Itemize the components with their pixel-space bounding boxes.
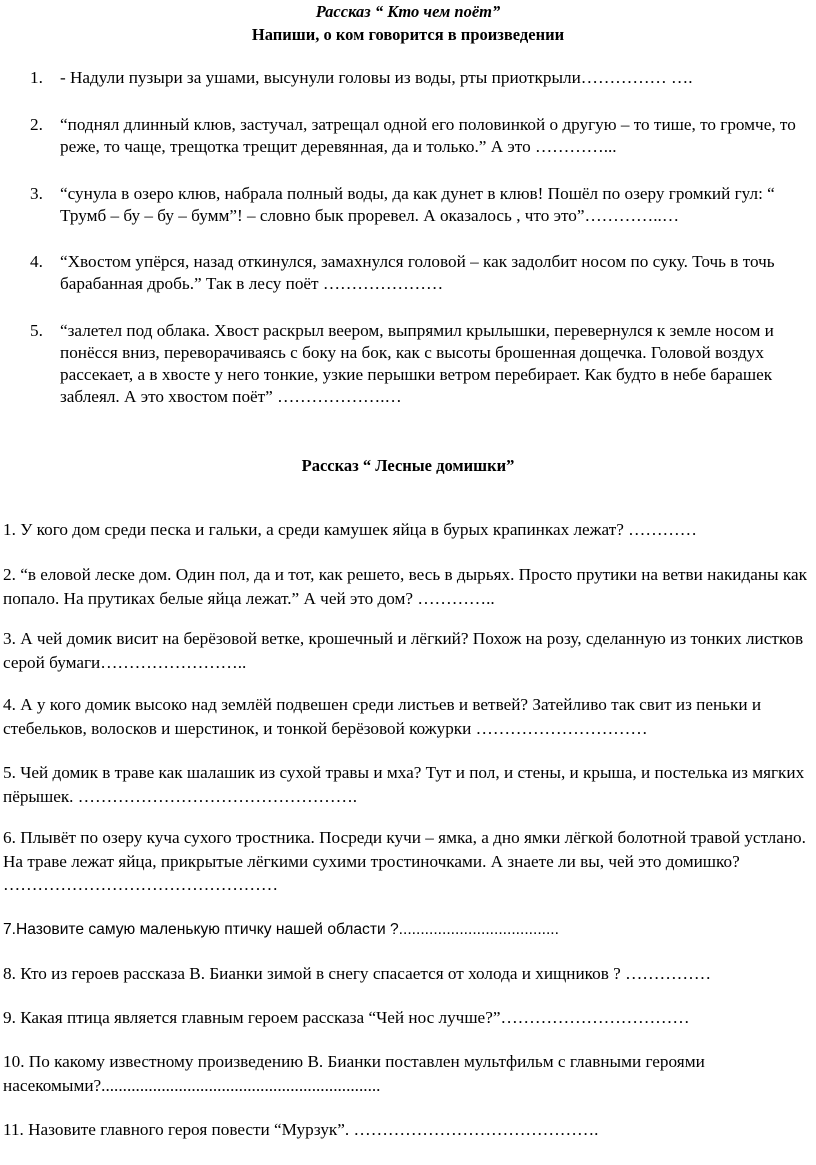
- item-text: - Надули пузыри за ушами, высунули головы из воды, рты приоткрыли…………… ….: [60, 68, 693, 87]
- question: 3. А чей домик висит на берёзовой ветке, крошечный и лёгкий? Похож на розу, сделанную из тонких листков серой бумаги……………………..: [3, 629, 804, 672]
- question: 1. У кого дом среди песка и гальки, а среди камушек яйца в бурых крапинках лежат? …………: [3, 520, 697, 539]
- question: 5. Чей домик в траве как шалашик из сухой травы и мха? Тут и пол, и стены, и крыша, и постелька из мягких пёрышек. ………………………………………….: [3, 763, 805, 806]
- question: 10. По какому известному произведению В. Бианки поставлен мультфильм с главными героями насекомыми?.................................................................: [3, 1052, 705, 1095]
- question: 8. Кто из героев рассказа В. Бианки зимой в снегу спасается от холода и хищников ? ……………: [3, 964, 712, 983]
- item-number: 1.: [30, 68, 43, 87]
- question: 11. Назовите главного героя повести “Мурзук”. …………………………………….: [3, 1120, 599, 1139]
- item-number: 4.: [30, 252, 43, 271]
- story1-subtitle: Напиши, о ком говорится в произведении: [251, 25, 565, 44]
- item-text: “Хвостом упёрся, назад откинулся, замахнулся головой – как задолбит носом по суку. Точь в точь барабанная дробь.” Так в лесу поёт …………………: [60, 252, 775, 293]
- item-text: “залетел под облака. Хвост раскрыл веером, выпрямил крылышки, перевернулся к земле носом и понёсся вниз, переворачиваясь с боку на бок, как с высоты брошенная дощечка. Головой воздух рассекает, а в хвосте у него тонкие, узкие перышки ветром перебирает. Как будто в небе барашек заблеял. А это хвостом поёт” ……………….…: [60, 321, 774, 406]
- story1-title: Рассказ “ Кто чем поёт”: [315, 2, 501, 21]
- question: 4. А у кого домик высоко над землёй подвешен среди листьев и ветвей? Затейливо так свит из пеньки и стебельков, волосков и шерстинок, и тонкой берёзовой кожурки …………………………: [3, 695, 762, 738]
- item-text: “сунула в озеро клюв, набрала полный воды, да как дунет в клюв! Пошёл по озеру громкий гул: “ Трумб – бу – бу – бумм”! – словно бык проревел. А оказалось , что это”…………..…: [60, 184, 775, 225]
- question: 6. Плывёт по озеру куча сухого тростника. Посреди кучи – ямка, а дно ямки лёгкой болотной травой устлано. На траве лежат яйца, прикрытые лёгкими сухими тростиночками. А знаете ли вы, чей это домишко? …………………………………………: [3, 828, 806, 894]
- item-number: 3.: [30, 184, 43, 203]
- question: 2. “в еловой леске дом. Один пол, да и тот, как решето, весь в дырьях. Просто прутики на ветви накиданы как попало. На прутиках белые яйца лежат.” А чей это дом? …………..: [3, 565, 807, 608]
- question: 7.Назовите самую маленькую птичку нашей области ?.....................................: [3, 921, 559, 938]
- item-number: 5.: [30, 321, 43, 340]
- question: 9. Какая птица является главным героем рассказа “Чей нос лучше?”……………………………: [3, 1008, 690, 1027]
- item-number: 2.: [30, 115, 43, 134]
- item-text: “поднял длинный клюв, застучал, затрещал одной его половинкой о другую – то тише, то громче, то реже, то чаще, трещотка трещит деревянная, да и только.” А это …………...: [60, 115, 796, 156]
- story2-title: Рассказ “ Лесные домишки”: [301, 456, 515, 475]
